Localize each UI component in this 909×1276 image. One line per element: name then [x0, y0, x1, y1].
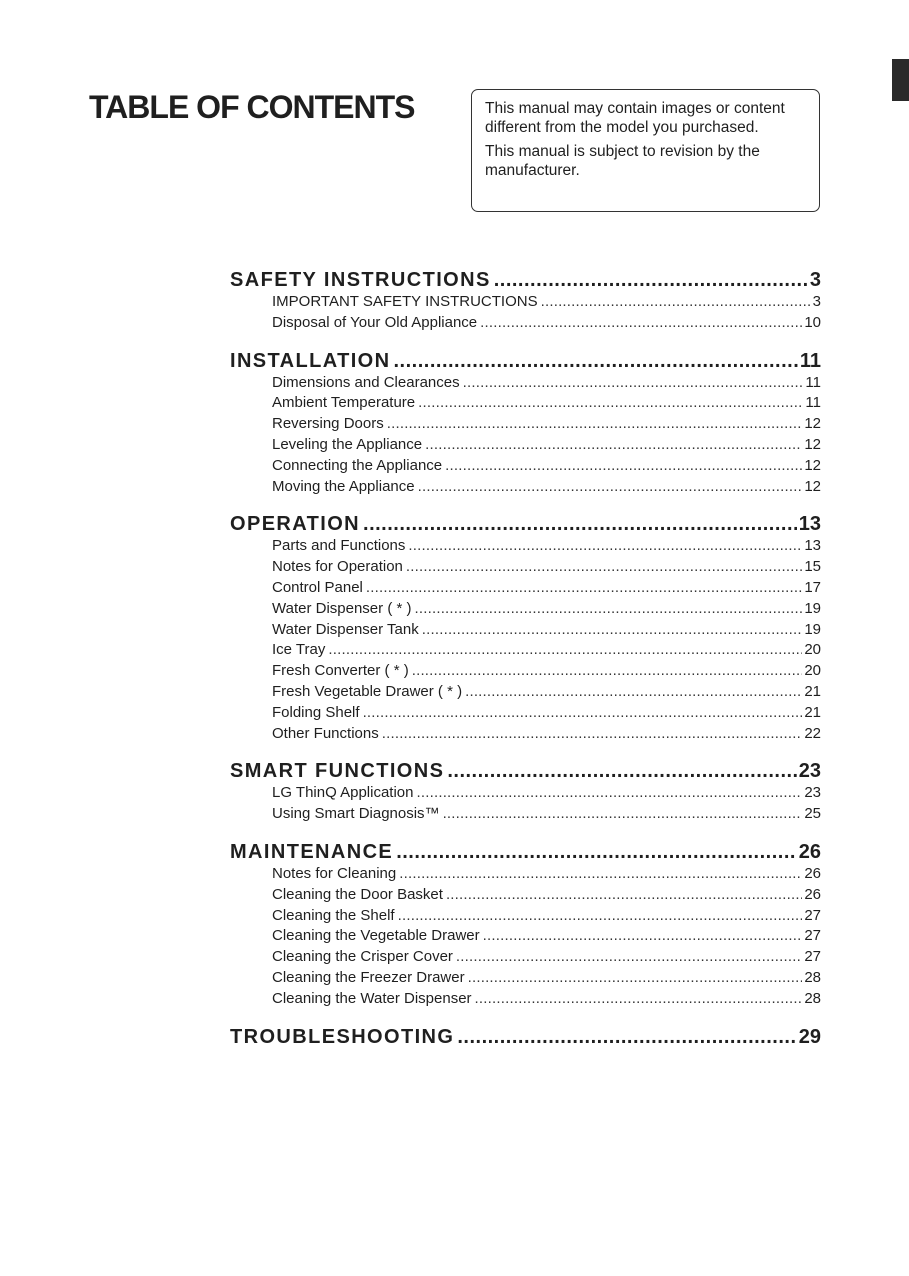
toc-page-number: 21 [804, 682, 821, 700]
toc-entry[interactable] [272, 435, 821, 456]
dot-leader [463, 373, 804, 394]
dot-leader [363, 703, 803, 724]
page-edge-tab [892, 59, 909, 101]
table-of-contents [230, 266, 821, 1064]
toc-entry[interactable] [272, 864, 821, 885]
toc-page-number: 23 [804, 784, 821, 802]
toc-page-number: 22 [804, 724, 821, 742]
toc-page-number: 11 [805, 373, 821, 391]
toc-page-number: 15 [804, 558, 821, 576]
toc-page-number: 29 [798, 1025, 821, 1048]
toc-page-number: 20 [804, 662, 821, 680]
dot-leader [418, 393, 803, 414]
toc-entry[interactable] [272, 578, 821, 599]
toc-entry-title: Ambient Temperature [272, 394, 416, 412]
toc-section [230, 510, 821, 744]
toc-page-number: 27 [804, 927, 821, 945]
toc-entry-title: Other Functions [272, 724, 379, 742]
toc-entry[interactable] [272, 783, 821, 804]
dot-leader [494, 266, 808, 294]
dot-leader [475, 989, 803, 1010]
toc-entry-title: Parts and Functions [272, 537, 406, 555]
toc-section-title: TROUBLESHOOTING [230, 1025, 455, 1048]
toc-page-number: 19 [804, 620, 821, 638]
toc-entry-title: Cleaning the Door Basket [272, 885, 443, 903]
toc-page-number: 28 [804, 968, 821, 986]
toc-section-title: SMART FUNCTIONS [230, 760, 445, 783]
dot-leader [382, 724, 803, 745]
toc-entry-title: Disposal of Your Old Appliance [272, 313, 478, 331]
toc-section-heading[interactable] [230, 838, 821, 866]
toc-page-number: 3 [809, 269, 821, 291]
toc-section-heading[interactable] [230, 757, 821, 785]
toc-page-number: 3 [812, 293, 821, 310]
toc-entry[interactable] [272, 456, 821, 477]
toc-section-heading[interactable] [230, 1023, 821, 1051]
toc-entry[interactable] [272, 947, 821, 968]
dot-leader [363, 510, 797, 538]
toc-entry-title: Dimensions and Clearances [272, 373, 460, 391]
toc-page-number: 13 [798, 513, 821, 536]
dot-leader [398, 906, 803, 927]
toc-subsection-list [230, 292, 821, 334]
dot-leader [456, 947, 802, 968]
dot-leader [387, 414, 803, 435]
toc-entry[interactable] [272, 885, 821, 906]
dot-leader [414, 599, 802, 620]
toc-entry-title: Using Smart Diagnosis™ [272, 805, 440, 823]
toc-entry-title: Connecting the Appliance [272, 456, 443, 474]
toc-entry[interactable] [272, 968, 821, 989]
dot-leader [425, 435, 802, 456]
toc-entry-title: Leveling the Appliance [272, 435, 423, 453]
toc-entry[interactable] [272, 599, 821, 620]
toc-entry[interactable] [272, 393, 821, 414]
toc-subsection-list [230, 783, 821, 825]
toc-entry-title: Water Dispenser Tank [272, 620, 419, 638]
toc-entry-title: Fresh Converter ( * ) [272, 662, 409, 680]
toc-entry-title: Notes for Cleaning [272, 864, 397, 882]
toc-entry-title: Cleaning the Vegetable Drawer [272, 927, 480, 945]
dot-leader [422, 620, 803, 641]
toc-entry[interactable] [272, 414, 821, 435]
toc-entry[interactable] [272, 989, 821, 1010]
toc-section-title: MAINTENANCE [230, 840, 394, 863]
toc-section-title: INSTALLATION [230, 349, 391, 372]
toc-page-number: 11 [805, 394, 821, 412]
toc-subsection-list [230, 536, 821, 744]
toc-page-number: 12 [804, 415, 821, 433]
toc-section [230, 266, 821, 334]
toc-page-number: 27 [804, 906, 821, 924]
dot-leader [447, 757, 796, 785]
toc-page-number: 13 [804, 537, 821, 555]
toc-page-number: 12 [804, 456, 821, 474]
dot-leader [328, 640, 802, 661]
toc-entry-title: Cleaning the Shelf [272, 906, 395, 924]
toc-page-number: 23 [798, 760, 821, 783]
toc-entry[interactable] [272, 292, 821, 313]
dot-leader [408, 536, 802, 557]
toc-section [230, 838, 821, 1010]
dot-leader [468, 968, 803, 989]
toc-entry[interactable] [272, 724, 821, 745]
toc-section-heading[interactable] [230, 347, 821, 375]
toc-entry-title: Folding Shelf [272, 703, 360, 721]
dot-leader [412, 661, 803, 682]
toc-entry-title: LG ThinQ Application [272, 784, 414, 802]
toc-page-number: 21 [804, 703, 821, 721]
toc-entry[interactable] [272, 703, 821, 724]
page-title: TABLE OF CONTENTS [89, 89, 415, 125]
toc-page-number: 26 [798, 840, 821, 863]
toc-page-number: 25 [804, 805, 821, 823]
dot-leader [445, 456, 802, 477]
toc-entry-title: Cleaning the Freezer Drawer [272, 968, 465, 986]
toc-page-number: 28 [804, 989, 821, 1007]
dot-leader [446, 885, 802, 906]
dot-leader [396, 838, 797, 866]
dot-leader [480, 313, 802, 334]
dot-leader [483, 926, 803, 947]
toc-entry[interactable] [272, 477, 821, 498]
toc-entry[interactable] [272, 682, 821, 703]
dot-leader [541, 292, 811, 313]
toc-page-number: 26 [804, 885, 821, 903]
dot-leader [393, 347, 797, 375]
toc-page-number: 26 [804, 864, 821, 882]
toc-section-heading[interactable] [230, 510, 821, 538]
toc-entry-title: Moving the Appliance [272, 477, 415, 495]
toc-entry-title: Notes for Operation [272, 558, 403, 576]
toc-entry[interactable] [272, 620, 821, 641]
toc-entry-title: Control Panel [272, 578, 363, 596]
toc-page-number: 12 [804, 435, 821, 453]
toc-page-number: 11 [799, 349, 821, 372]
toc-entry-title: Water Dispenser ( * ) [272, 599, 412, 617]
dot-leader [457, 1023, 796, 1051]
toc-entry[interactable] [272, 906, 821, 927]
dot-leader [465, 682, 802, 703]
toc-page-number: 10 [804, 313, 821, 331]
toc-section [230, 347, 821, 498]
toc-entry[interactable] [272, 313, 821, 334]
toc-section-heading[interactable] [230, 266, 821, 294]
toc-entry-title: Cleaning the Crisper Cover [272, 948, 453, 966]
dot-leader [366, 578, 802, 599]
dot-leader [399, 864, 802, 885]
toc-entry[interactable] [272, 373, 821, 394]
notice-box [471, 89, 820, 212]
toc-entry[interactable] [272, 926, 821, 947]
toc-entry-title: Cleaning the Water Dispenser [272, 989, 472, 1007]
toc-section [230, 757, 821, 825]
notice-text: This manual is subject to revision by the manufacturer. [485, 143, 760, 179]
toc-subsection-list [230, 864, 821, 1010]
toc-page-number: 27 [804, 948, 821, 966]
toc-entry-title: Fresh Vegetable Drawer ( * ) [272, 682, 463, 700]
toc-section-title: SAFETY INSTRUCTIONS [230, 269, 491, 291]
toc-page-number: 20 [804, 641, 821, 659]
toc-section-title: OPERATION [230, 513, 361, 536]
toc-entry[interactable] [272, 804, 821, 825]
toc-page-number: 19 [804, 599, 821, 617]
toc-entry[interactable] [272, 557, 821, 578]
toc-entry-title: Ice Tray [272, 641, 326, 659]
toc-entry[interactable] [272, 661, 821, 682]
dot-leader [416, 783, 802, 804]
dot-leader [443, 804, 803, 825]
toc-subsection-list [230, 373, 821, 498]
toc-entry-title: IMPORTANT SAFETY INSTRUCTIONS [272, 293, 538, 310]
dot-leader [406, 557, 802, 578]
toc-page-number: 17 [804, 578, 821, 596]
toc-entry[interactable] [272, 640, 821, 661]
toc-entry-title: Reversing Doors [272, 415, 384, 433]
toc-page-number: 12 [804, 477, 821, 495]
toc-section [230, 1023, 821, 1051]
toc-entry[interactable] [272, 536, 821, 557]
notice-text: This manual may contain images or content different from the model you purchased. [485, 100, 785, 136]
dot-leader [418, 477, 803, 498]
